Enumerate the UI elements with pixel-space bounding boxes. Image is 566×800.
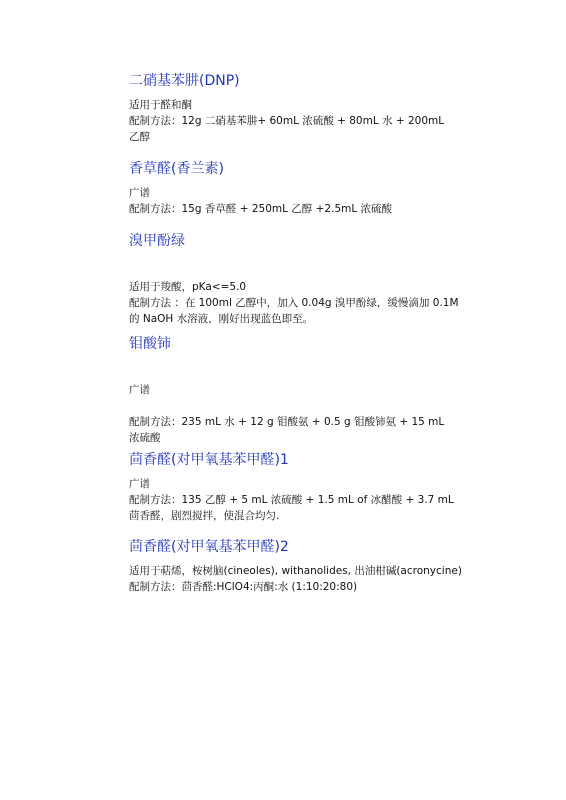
recipe-line: 配制方法：135 乙醇 + 5 mL 浓硫酸 + 1.5 mL of 冰醋酸 + 3.7 mL <box>129 494 454 506</box>
blank-line <box>129 398 444 414</box>
section-title: 茴香醛(对甲氧基苯甲醛)1 <box>129 452 289 468</box>
section-cerium-molybdate <box>129 335 444 446</box>
usage-line: 广谱 <box>129 478 150 490</box>
section-title: 二硝基苯肼(DNP) <box>129 73 240 89</box>
usage-line: 广谱 <box>129 187 150 199</box>
section-vanillin <box>129 160 392 217</box>
recipe-line-continued: 浓硫酸 <box>129 432 161 444</box>
recipe-line: 配制方法：12g 二硝基苯肼+ 60mL 浓硫酸 + 80mL 水 + 200mL <box>129 115 445 127</box>
usage-line: 广谱 <box>129 384 150 396</box>
section-anisaldehyde-2 <box>129 538 462 595</box>
recipe-line: 配制方法：茴香醛:HClO4:丙酮:水 (1:10:20:80) <box>129 581 358 593</box>
section-anisaldehyde-1 <box>129 451 454 524</box>
recipe-line-continued: 茴香醛，剧烈搅拌，使混合均匀. <box>129 510 280 522</box>
blank-line <box>129 263 459 279</box>
recipe-line: 配制方法：235 mL 水 + 12 g 钼酸氨 + 0.5 g 钼酸铈氨 + 15 mL <box>129 416 445 428</box>
recipe-line: 配制方法：15g 香草醛 + 250mL 乙醇 +2.5mL 浓硫酸 <box>129 203 393 215</box>
section-title: 茴香醛(对甲氧基苯甲醛)2 <box>129 539 289 555</box>
usage-line: 适用于羧酸，pKa<=5.0 <box>129 281 247 293</box>
section-bromocresol-green <box>129 232 459 327</box>
usage-line: 适用于萜烯，桉树脑(cineoles), withanolides, 出油柑碱(acronycine) <box>129 565 462 577</box>
usage-line: 适用于醛和酮 <box>129 99 192 111</box>
section-title: 香草醛(香兰素) <box>129 161 224 177</box>
section-title: 钼酸铈 <box>129 336 171 352</box>
recipe-line-continued: 的 NaOH 水溶液，刚好出现蓝色即至。 <box>129 313 314 325</box>
blank-line <box>129 366 444 382</box>
section-dnp <box>129 72 444 145</box>
recipe-line-continued: 乙醇 <box>129 131 150 143</box>
section-title: 溴甲酚绿 <box>129 233 185 249</box>
recipe-line: 配制方法 ：在 100ml 乙醇中，加入 0.04g 溴甲酚绿，缓慢滴加 0.1M <box>129 297 459 309</box>
